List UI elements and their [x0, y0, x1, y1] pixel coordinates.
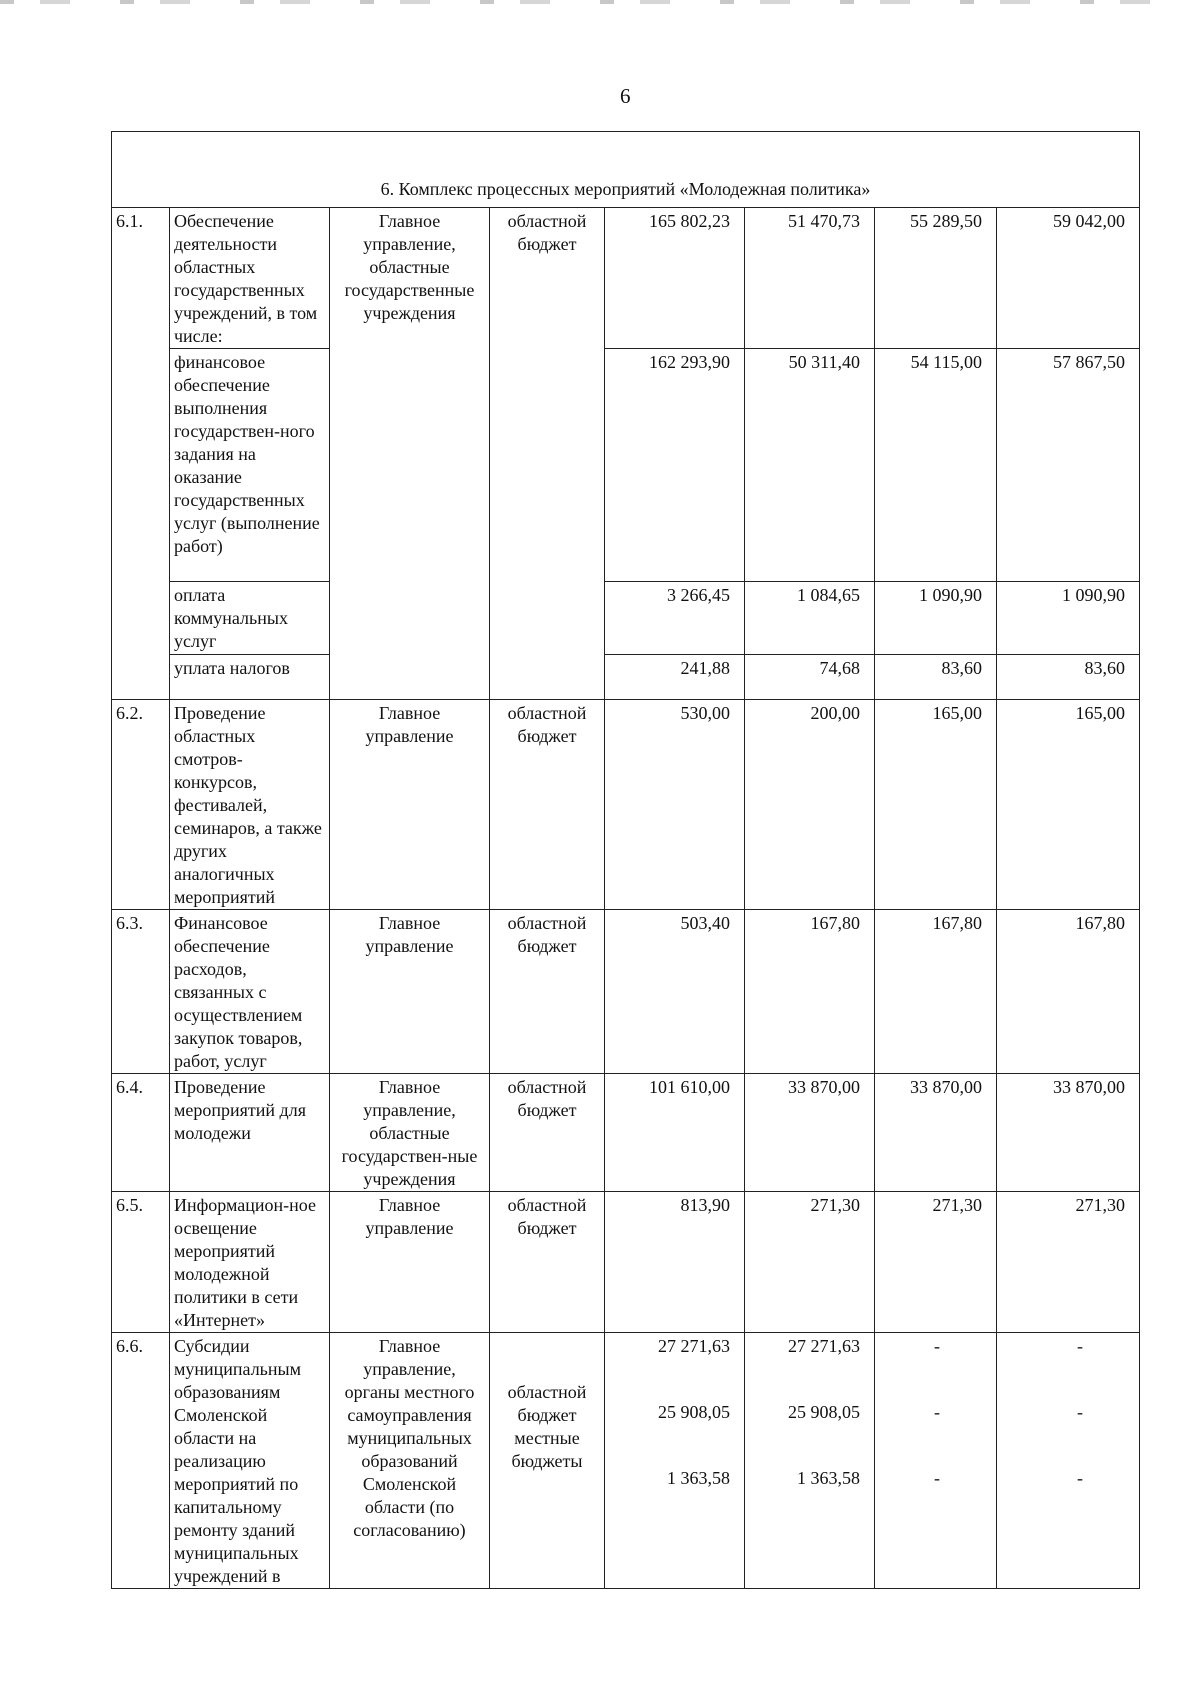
value-total-local: 1 363,58	[667, 1468, 730, 1488]
row-number: 6.1.	[112, 208, 170, 700]
funding-source: областной бюджет	[490, 1192, 605, 1333]
value-year-3-all: -	[1077, 1336, 1084, 1356]
scan-edge-artifact	[0, 0, 1200, 4]
executor-cell: Главное управление, областные государствен-ные учреждения	[330, 1074, 490, 1192]
section-title: 6. Комплекс процессных мероприятий «Молодежная политика»	[112, 132, 1140, 208]
value-year-1-all: 27 271,63	[788, 1336, 860, 1356]
value-total: 813,90	[605, 1192, 745, 1333]
value-total: 3 266,45	[605, 582, 745, 655]
table-row	[112, 1192, 1140, 1333]
table-row	[112, 910, 1140, 1074]
table-row	[112, 700, 1140, 910]
row-number: 6.5.	[112, 1192, 170, 1333]
value-year-2: 83,60	[875, 655, 997, 700]
value-year-2: 165,00	[875, 700, 997, 910]
value-year-2-regional: -	[934, 1402, 940, 1422]
value-year-3: 83,60	[997, 655, 1140, 700]
value-total: 503,40	[605, 910, 745, 1074]
value-year-2: 167,80	[875, 910, 997, 1074]
row-number: 6.2.	[112, 700, 170, 910]
value-year-1: 1 084,65	[745, 582, 875, 655]
value-total: 165 802,23	[605, 208, 745, 349]
value-year-1: 74,68	[745, 655, 875, 700]
value-year-1: 50 311,40	[745, 349, 875, 582]
value-year-3-stack	[997, 1333, 1140, 1589]
value-year-1: 51 470,73	[745, 208, 875, 349]
row-number: 6.3.	[112, 910, 170, 1074]
value-total-all: 27 271,63	[658, 1336, 730, 1356]
value-total: 101 610,00	[605, 1074, 745, 1192]
program-table	[111, 131, 1140, 1589]
table-row	[112, 349, 1140, 582]
measure-name: Проведение мероприятий для молодежи	[170, 1074, 330, 1192]
value-year-2: 55 289,50	[875, 208, 997, 349]
table-row	[112, 582, 1140, 655]
value-total: 241,88	[605, 655, 745, 700]
measure-name: Обеспечение деятельности областных государственных учреждений, в том числе:	[170, 208, 330, 349]
value-year-3: 1 090,90	[997, 582, 1140, 655]
value-year-1: 33 870,00	[745, 1074, 875, 1192]
measure-name: уплата налогов	[170, 655, 330, 700]
measure-name: Финансовое обеспечение расходов, связанных с осуществлением закупок товаров, работ, услуг	[170, 910, 330, 1074]
executor-cell: Главное управление	[330, 910, 490, 1074]
executor-cell: Главное управление	[330, 1192, 490, 1333]
table-row	[112, 208, 1140, 349]
value-total-stack	[605, 1333, 745, 1589]
value-year-1: 167,80	[745, 910, 875, 1074]
value-year-3: 33 870,00	[997, 1074, 1140, 1192]
funding-source: областной бюджет	[490, 910, 605, 1074]
page-number: 6	[620, 84, 631, 108]
funding-source: областной бюджет	[490, 1074, 605, 1192]
value-year-1-stack	[745, 1333, 875, 1589]
section-title-row	[112, 132, 1140, 208]
value-year-3: 165,00	[997, 700, 1140, 910]
value-year-2: 1 090,90	[875, 582, 997, 655]
value-year-3: 271,30	[997, 1192, 1140, 1333]
value-year-3: 59 042,00	[997, 208, 1140, 349]
executor-cell: Главное управление, областные государственные учреждения	[330, 208, 490, 700]
value-year-2: 33 870,00	[875, 1074, 997, 1192]
funding-source: областной бюджет	[490, 208, 605, 700]
value-year-1-local: 1 363,58	[797, 1468, 860, 1488]
table-row	[112, 1074, 1140, 1192]
value-year-1: 271,30	[745, 1192, 875, 1333]
funding-source: областной бюджет	[490, 700, 605, 910]
value-total-regional: 25 908,05	[658, 1402, 730, 1422]
value-year-2-local: -	[934, 1468, 940, 1488]
measure-name: Проведение областных смотров-конкурсов, фестивалей, семинаров, а также других аналогичных мероприятий	[170, 700, 330, 910]
value-year-3: 167,80	[997, 910, 1140, 1074]
value-year-3-regional: -	[1077, 1402, 1084, 1422]
executor-cell: Главное управление	[330, 700, 490, 910]
funding-source-stack	[490, 1333, 605, 1589]
measure-name: финансовое обеспечение выполнения государствен-ного задания на оказание государственных услуг (выполнение работ)	[170, 349, 330, 582]
table-row	[112, 655, 1140, 700]
measure-name: Информацион-ное освещение мероприятий молодежной политики в сети «Интернет»	[170, 1192, 330, 1333]
measure-name: Субсидии муниципальным образованиям Смоленской области на реализацию мероприятий по капитальному ремонту зданий муниципальных учреждений в	[170, 1333, 330, 1589]
row-number: 6.6.	[112, 1333, 170, 1589]
value-year-1: 200,00	[745, 700, 875, 910]
value-year-2: 54 115,00	[875, 349, 997, 582]
value-year-2-all: -	[934, 1336, 940, 1356]
value-year-1-regional: 25 908,05	[788, 1402, 860, 1422]
row-number: 6.4.	[112, 1074, 170, 1192]
funding-source-local: местные бюджеты	[511, 1428, 583, 1471]
executor-cell: Главное управление, органы местного самоуправления муниципальных образований Смоленской области (по согласованию)	[330, 1333, 490, 1589]
table-row	[112, 1333, 1140, 1589]
value-total: 162 293,90	[605, 349, 745, 582]
value-total: 530,00	[605, 700, 745, 910]
value-year-3-local: -	[1077, 1468, 1084, 1488]
measure-name: оплата коммунальных услуг	[170, 582, 330, 655]
value-year-2-stack	[875, 1333, 997, 1589]
value-year-2: 271,30	[875, 1192, 997, 1333]
funding-source-regional: областной бюджет	[507, 1382, 587, 1425]
value-year-3: 57 867,50	[997, 349, 1140, 582]
